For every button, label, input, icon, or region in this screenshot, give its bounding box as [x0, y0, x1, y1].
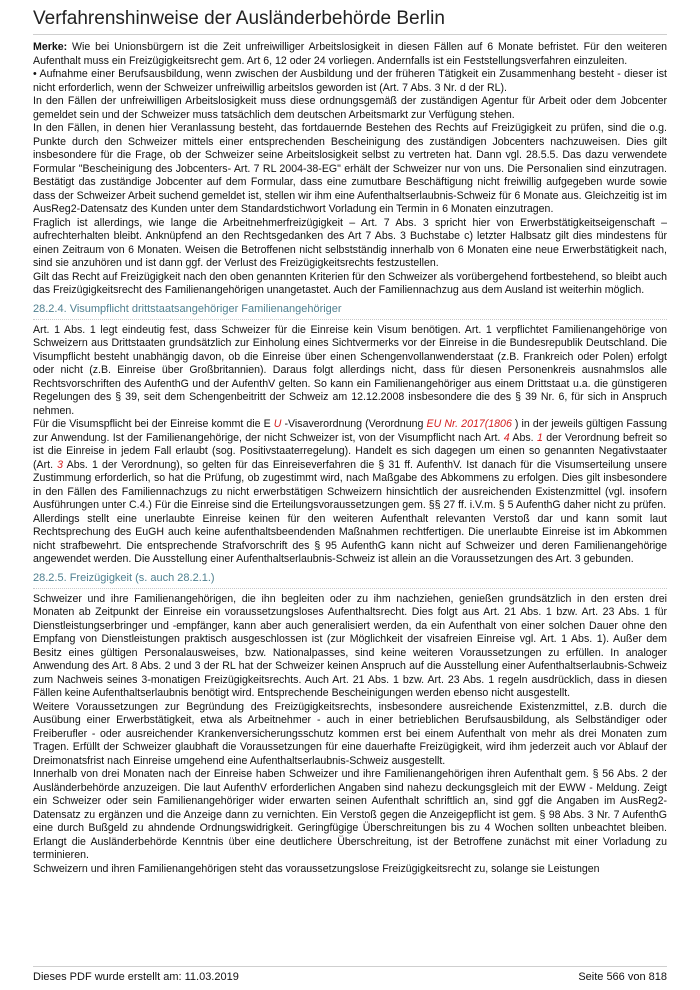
- text-run: Für die Visumspflicht bei der Einreise kommt die E: [33, 418, 274, 430]
- amended-text: 4: [503, 431, 510, 444]
- page-number: Seite 566 von 818: [578, 971, 667, 983]
- paragraph: Innerhalb von drei Monaten nach der Einreise haben Schweizer und ihre Familienangehörigen ihren Aufenthalt gem. § 56 Abs. 2 der Ausländerbehörde anzuzeigen. Die laut AufenthV erforderlichen Angaben sind nahezu deckungsgleich mit der EWW - Meldung. Zeigt ein Schweizer oder sein Familienangehöriger wider erwarten seinen Aufenthalt schriftlich an, sind ggf die Angaben im AusReg2-Datensatz zu ergänzen und die Anzeige dann zu vernichten. Ein Verstoß gegen die Anzeigepflicht ist gem. § 98 Abs. 3 Nr. 7 AufenthG eine durch Bußgeld zu ahndende Ordnungswidrigkeit. Geringfügige Überschreitungen bis zu 4 Wochen sollten unbeachtet bleiben. Erlangt die Ausländerbehörde Kenntnis über eine deutlichere Überschreitung, ist der Betroffene zunächst mit einer Vorladung zu terminieren.: [33, 768, 667, 861]
- note-label: Merke:: [33, 41, 68, 53]
- paragraph: Schweizern und ihren Familienangehörigen steht das voraussetzungslose Freizügigkeitsrecht zu, solange sie Leistungen: [33, 862, 600, 875]
- paragraph: [33, 41, 667, 68]
- section-block-visa: [33, 324, 667, 567]
- paragraph: • Aufnahme einer Berufsausbildung, wenn zwischen der Ausbildung und der früheren Tätigkeit ein Zusammenhang besteht - dieser ist nicht erforderlich, wenn der Schweizer unfreiwillig arbeitslos geworden ist (Art. 7 Abs. 3 Nr. d der RL).: [33, 68, 667, 94]
- section-block-freedom: [33, 593, 667, 877]
- paragraph: Schweizer und ihre Familienangehörigen, die ihn begleiten oder zu ihm nachziehen, genießen grundsätzlich in den ersten drei Monaten ab Zeitpunkt der Einreise ein voraussetzungsloses Aufenthaltsrecht. Dies folgt aus Art. 21 Abs. 1 bzw. Art. 23 Abs. 1 für Dienstleistungserbringer und -empfänger, kann aber auch generalisiert werden, da ein Aufenthalt von einer solchen Dauer ohne den Empfang von Dienstleistungen praktisch ausgeschlossen ist (zur Möglichkeit der visafreien Einreise vgl. Art. 1 Abs. 1). Außer dem Besitz eines gültigen Personalausweises, bzw. Nationalpasses, sind keine weiteren Voraussetzungen zu erfüllen. In analoger Anwendung des Art. 8 Abs. 2 und 3 der RL hat der Schweizer keinen Anspruch auf die Ausstellung einer Aufenthaltserlaubnis-Schweiz zum Nachweis seines 3-monatigen Freizügigkeitsrechts. Auch Art. 21 Abs. 1 bzw. Art. 23 Abs. 1 regeln ausdrücklich, dass in diesen Fällen keine Aufenthaltserlaubnis benötigt wird. Entsprechende Bescheinigungen werden ebenso nicht ausgestellt.: [33, 592, 667, 699]
- text-run: Abs.: [509, 431, 537, 444]
- amended-text: EU Nr. 2017(1806: [426, 418, 512, 430]
- amended-text: 3: [57, 458, 64, 471]
- creation-date: Dieses PDF wurde erstellt am: 11.03.2019: [33, 971, 239, 983]
- page-title: Verfahrenshinweise der Ausländerbehörde Berlin: [33, 8, 445, 29]
- section-block-employment: [33, 41, 667, 298]
- paragraph-text: Wie bei Unionsbürgern ist die Zeit unfreiwilliger Arbeitslosigkeit in diesen Fällen auf 6 Monate befristet. Für den weiteren Aufenthalt muss ein Freizügigkeitsrecht gem. Art 6, 12 oder 24 vorliegen. Andernfalls ist ein Feststellungsverfahren einzuleiten.: [33, 41, 667, 67]
- text-run: der Verordnung befreit so ist die Einreise in jedem Fall erlaubt (sog. Positivstaaterregelung). Handelt es sich dagegen um einen so genannten Negativstaater (Art.: [33, 431, 668, 471]
- paragraph: Art. 1 Abs. 1 legt eindeutig fest, dass Schweizer für die Einreise kein Visum benötigen. Art. 1 verpflichtet Familienangehörige von Schweizern aus Drittstaaten grundsätzlich zur Einholung eines Sichtvermerks vor der Einreise in die Bundesrepublik Deutschland. Die Visumpflicht besteht unabhängig davon, ob die Einreise über einen Schengenvollanwenderstaat (z.B. Frankreich oder Polen) erfolgt oder nicht (z.B. Einreise über Großbritannien). Daraus folgt allerdings nicht, dass für diesen Personenkreis ausnahmslos alle Rechtsvorschriften des AufenthG und der AufenthV gelten. So kann ein Familienangehöriger aus einem Drittstaat u.a. die günstigeren Regelungen des § 39, seit dem Schengenbeitritt der Schweiz am 12.12.2008 insbesondere die des § 39 Nr. 6, für sich in Anspruch nehmen.: [33, 323, 667, 417]
- paragraph: In den Fällen der unfreiwilligen Arbeitslosigkeit muss diese ordnungsgemäß der zuständigen Agentur für Arbeit oder dem Jobcenter gemeldet sein und der Schweizer muss tatsächlich dem deutschen Arbeitsmarkt zur Verfügung stehen.: [33, 95, 667, 121]
- amended-text: U: [273, 418, 282, 430]
- paragraph: Allerdings stellt eine unerlaubte Einreise keinen für den weiteren Aufenthalt relevanten Verstoß dar und kann somit laut Rechtsprechung des EuGH auch keine aufenthaltsbeendenden Maßnahmen rechtfertigen. Die unerlaubte Einreise ist im Abkommen nicht strafbewehrt. Die entsprechende Strafvorschrift des § 95 AufenthG kann nicht auf Schweizer und deren Familienangehörige angewendet werden. Die Ausstellung einer Aufenthaltserlaubnis-Schweiz ist allein an die Voraussetzungen des Art. 3 gebunden.: [33, 512, 667, 565]
- paragraph: [33, 418, 667, 513]
- section-heading: 28.2.4. Visumpflicht drittstaatsangehöriger Familienangehöriger: [33, 303, 667, 320]
- text-run: Abs. 1 der Verordnung), so gelten für das Einreiseverfahren die § 31 ff. AufenthV. Ist danach für die Visumserteilung unsere Zustimmung erforderlich, so hat die Prüfung, ob zugestimmt wird, nach Maßgabe des Abkommens zu erfolgen. Dies gilt insbesondere in den Fällen des Familiennachzugs zu nicht erwerbstätigen Schweizern hinsichtlich der ausreichenden Existenzmittel (vgl. insofern Ausführungen unter C.4.) Für die Einreise sind die Erteilungsvoraussetzungen gem. §§ 27 ff. i.V.m. § 5 AufenthG daher nicht zu prüfen.: [33, 458, 667, 511]
- paragraph: Gilt das Recht auf Freizügigkeit nach den oben genannten Kriterien für den Schweizer als vorübergehend fortbestehend, so bleibt auch das Freizügigkeitsrecht des Familienangehörigen unangetastet. Auch der Familiennachzug aus dem Ausland ist weiterhin möglich.: [33, 270, 667, 296]
- text-run: -Visaverordnung (Verordnung: [281, 418, 427, 430]
- page-footer: [33, 966, 667, 983]
- paragraph: Weitere Voraussetzungen zur Begründung des Freizügigkeitsrechts, insbesondere ausreichende Existenzmittel, z.B. durch die Ausübung einer Erwerbstätigkeit, etwa als Arbeitnehmer - auch in einer betrieblichen Berufsausbildung, als Selbständiger oder Freiberufler - oder ausreichender Krankenversicherungsschutz kommen erst bei einem Aufenthalt von mehr als drei Monaten zum Tragen. Erfüllt der Schweizer glaubhaft die Voraussetzungen für eine dauerhafte Freizügigkeit, wird ihm jederzeit auch vor Ablauf der Dreimonatsfrist nach Einreise umgehend eine Aufenthaltserlaubnis-Schweiz ausgestellt.: [33, 700, 667, 767]
- paragraph: In den Fällen, in denen hier Veranlassung besteht, das fortdauernde Bestehen des Rechts auf Freizügigkeit zu prüfen, sind die o.g. Punkte durch den Schweizer mittels einer entsprechenden Bescheinigung des zuständigen Jobcenters nachzuweisen. Dies gilt insbesondere für die Frage, ob der Schweizer seine Arbeitslosigkeit selbst zu vertreten hat. Dann vgl. 28.5.5. Das dazu verwendete Formular "Bescheinigung des Jobcenters- Art. 7 RL 2004-38-EG" erhält der Schweizer nur von uns. Die Personalien sind einzutragen. Bestätigt das zuständige Jobcenter auf dem Formular, dass eine zumutbare Beschäftigung nicht freiwillig aufgegeben wurde sowie dass der Schweizer Arbeit suchend gemeldet ist, stellen wir ihm eine Aufenthaltserlaubnis-Schweiz für 6 Monate aus. Gleichzeitig ist im AusReg2-Datensatz des Kunden unter dem Standardstichwort Vorladung ein Termin in 6 Monaten einzutragen.: [33, 122, 667, 215]
- text-run: ) in der jeweils gültigen Fassung zur Anwendung. Ist der Familienangehörige, der nicht Schweizer ist, von der Visumpflicht nach Art.: [33, 418, 668, 444]
- paragraph: Fraglich ist allerdings, wie lange die Arbeitnehmerfreizügigkeit – Art. 7 Abs. 3 spricht hier von Erwerbstätigkeitseigenschaft – aufrechterhalten bleibt. Anknüpfend an den Rechtsgedanken des Art 7 Abs. 3 Buchstabe c) letzter Halbsatz gilt dies mindestens für einen Zeitraum von 6 Monaten. Weisen die Betroffenen nicht selbstständig innerhalb von 6 Monaten eine neue Erwerbstätigkeit nach, sind sie anzuhören und ist dann ggf. der Verlust des Freizügigkeitsrechts festzustellen.: [33, 216, 667, 269]
- page-header: [33, 8, 667, 35]
- section-heading: 28.2.5. Freizügigkeit (s. auch 28.2.1.): [33, 572, 667, 589]
- document-body: [33, 41, 667, 876]
- amended-text: 1: [536, 431, 543, 444]
